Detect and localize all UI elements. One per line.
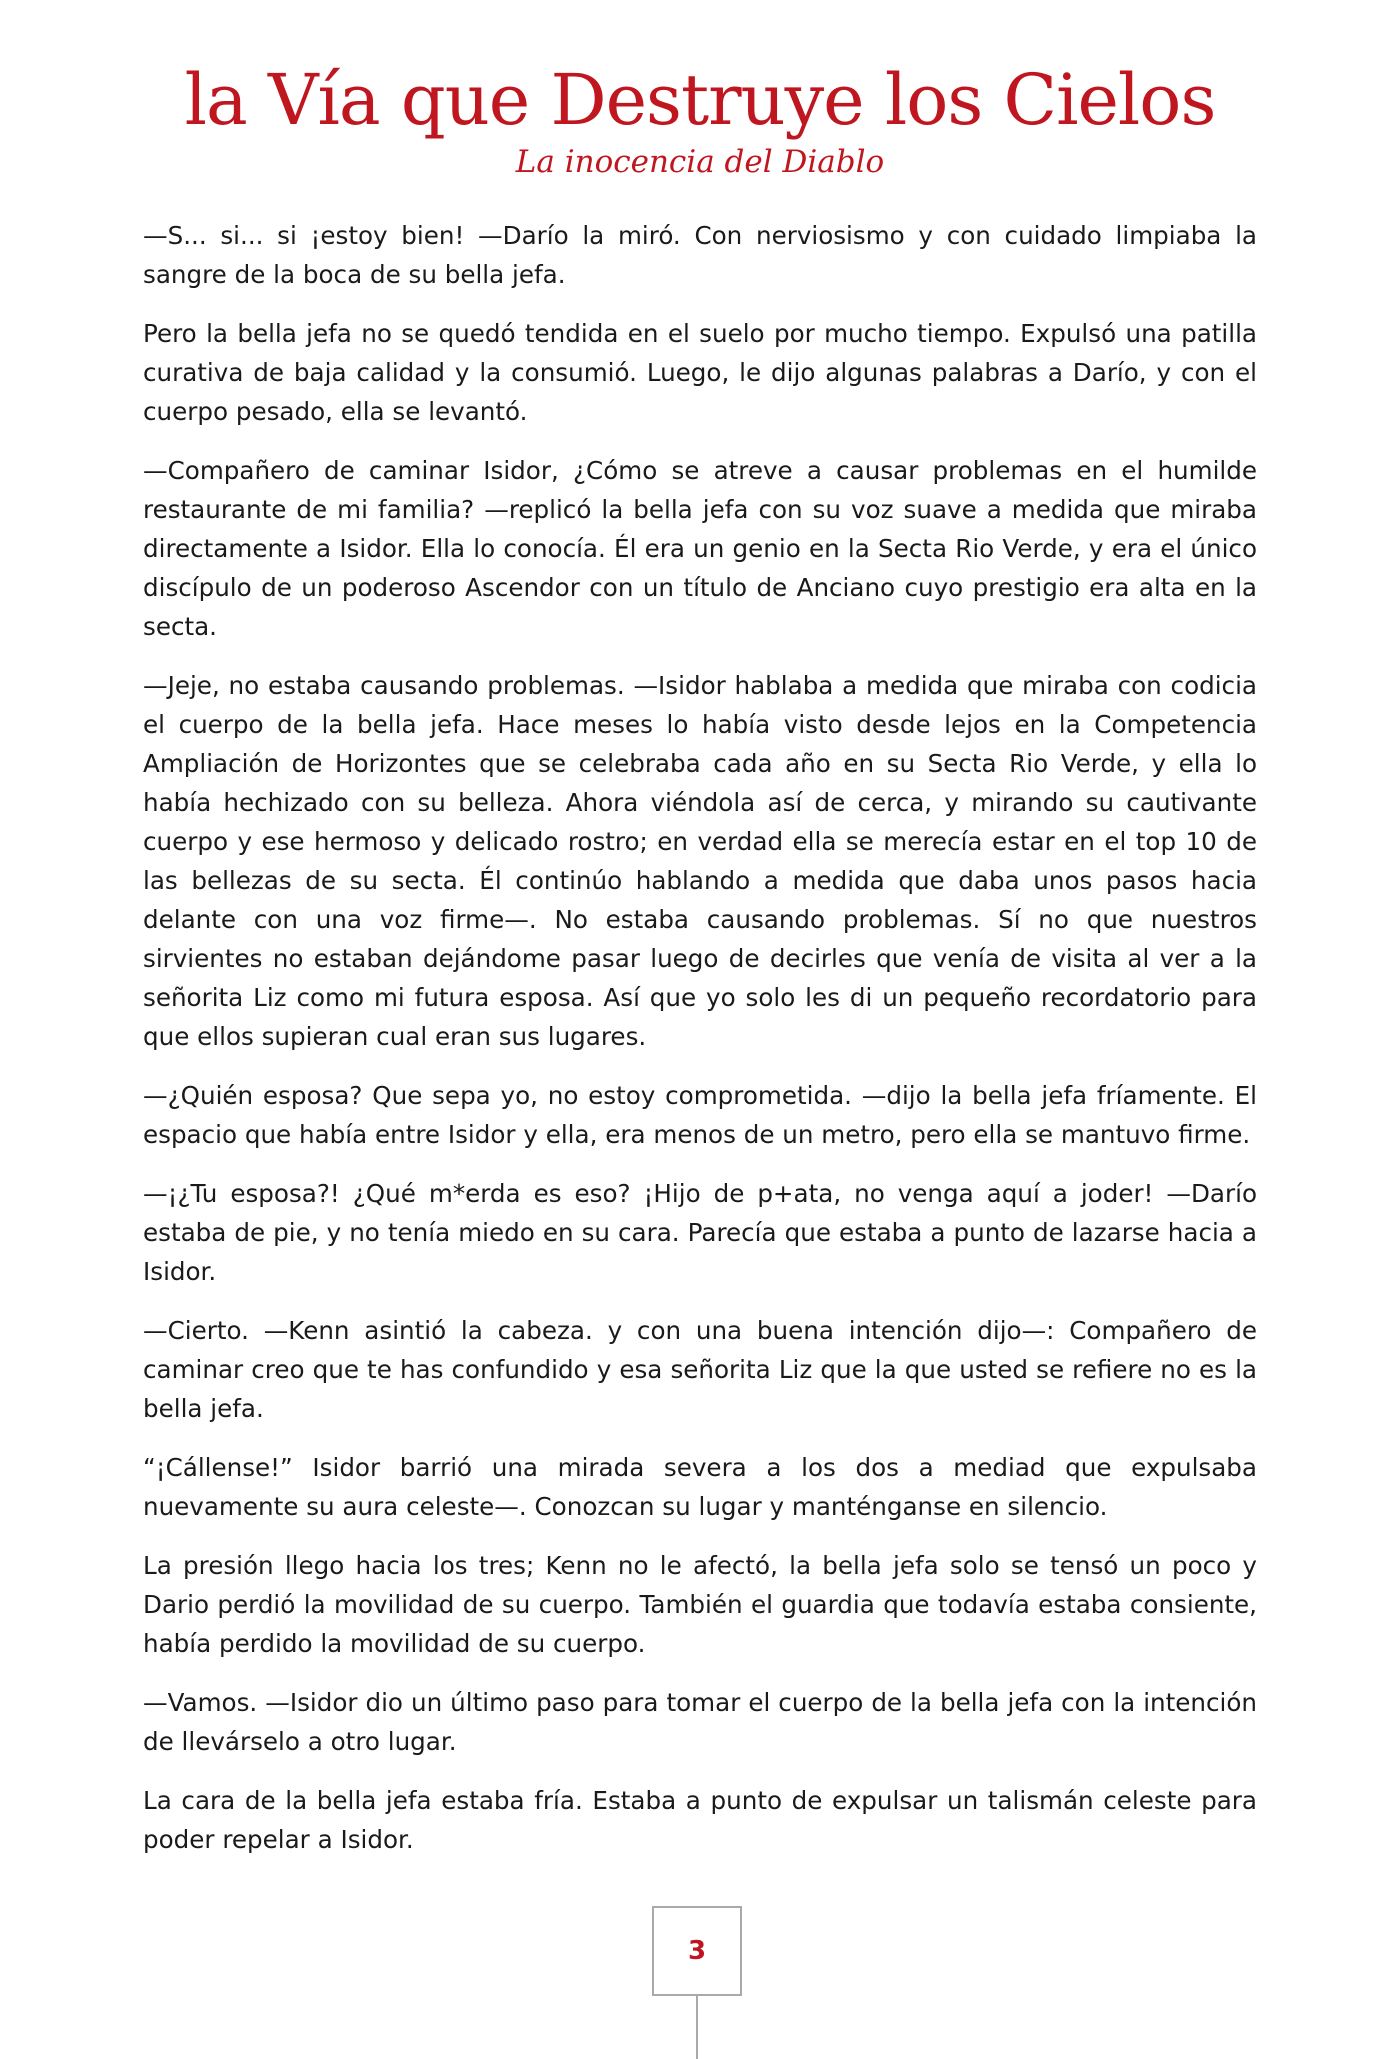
- paragraph: —S... si... si ¡estoy bien! —Darío la miró. Con nerviosismo y con cuidado limpiaba la sangre de la boca de su bella jefa.: [143, 221, 1257, 289]
- paragraph: —Compañero de caminar Isidor, ¿Cómo se atreve a causar problemas en el humilde restaurante de mi familia? —replicó la bella jefa con su voz suave a medida que miraba directamente a Isidor. Ella lo conocía. Él era un genio en la Secta Rio Verde, y era el único discípulo de un poderoso Ascendor con un título de Anciano cuyo prestigio era alta en la secta.: [143, 456, 1257, 641]
- paragraph: —¿Quién esposa? Que sepa yo, no estoy comprometida. —dijo la bella jefa fríamente. El espacio que había entre Isidor y ella, era menos de un metro, pero ella se mantuvo firme.: [143, 1081, 1257, 1149]
- paragraph: La presión llego hacia los tres; Kenn no le afectó, la bella jefa solo se tensó un poco y Dario perdió la movilidad de su cuerpo. También el guardia que todavía estaba consiente, había perdido la movilidad de su cuerpo.: [143, 1551, 1257, 1658]
- paragraph: —Jeje, no estaba causando problemas. —Isidor hablaba a medida que miraba con codicia el cuerpo de la bella jefa. Hace meses lo había visto desde lejos en la Competencia Ampliación de Horizontes que se celebraba cada año en su Secta Rio Verde, y ella lo había hechizado con su belleza. Ahora viéndola así de cerca, y mirando su cautivante cuerpo y ese hermoso y delicado rostro; en verdad ella se merecía estar en el top 10 de las bellezas de su secta. Él continúo hablando a medida que daba unos pasos hacia delante con una voz firme—. No estaba causando problemas. Sí no que nuestros sirvientes no estaban dejándome pasar luego de decirles que venía de visita al ver a la señorita Liz como mi futura esposa. Así que yo solo les di un pequeño recordatorio para que ellos supieran cual eran sus lugares.: [143, 671, 1257, 1051]
- page-number: 3: [652, 1906, 742, 1996]
- paragraph: —Vamos. —Isidor dio un último paso para tomar el cuerpo de la bella jefa con la intención de llevárselo a otro lugar.: [143, 1688, 1257, 1756]
- paragraph: —Cierto. —Kenn asintió la cabeza. y con una buena intención dijo—: Compañero de caminar creo que te has confundido y esa señorita Liz que la que usted se refiere no es la bella jefa.: [143, 1316, 1257, 1423]
- body-text: [143, 216, 1257, 1879]
- paragraph: La cara de la bella jefa estaba fría. Estaba a punto de expulsar un talismán celeste para poder repelar a Isidor.: [143, 1786, 1257, 1854]
- paragraph: —¡¿Tu esposa?! ¿Qué m*erda es eso? ¡Hijo de p+ata, no venga aquí a joder! —Darío estaba de pie, y no tenía miedo en su cara. Parecía que estaba a punto de lazarse hacia a Isidor.: [143, 1179, 1257, 1286]
- paragraph: Pero la bella jefa no se quedó tendida en el suelo por mucho tiempo. Expulsó una patilla curativa de baja calidad y la consumió. Luego, le dijo algunas palabras a Darío, y con el cuerpo pesado, ella se levantó.: [143, 319, 1257, 426]
- chapter-subtitle: La inocencia del Diablo: [515, 144, 885, 180]
- page-number-stem: [696, 1996, 698, 2059]
- paragraph: “¡Cállense!” Isidor barrió una mirada severa a los dos a mediad que expulsaba nuevamente su aura celeste—. Conozcan su lugar y manténganse en silencio.: [143, 1453, 1257, 1521]
- book-title: la Vía que Destruye los Cielos: [184, 59, 1216, 141]
